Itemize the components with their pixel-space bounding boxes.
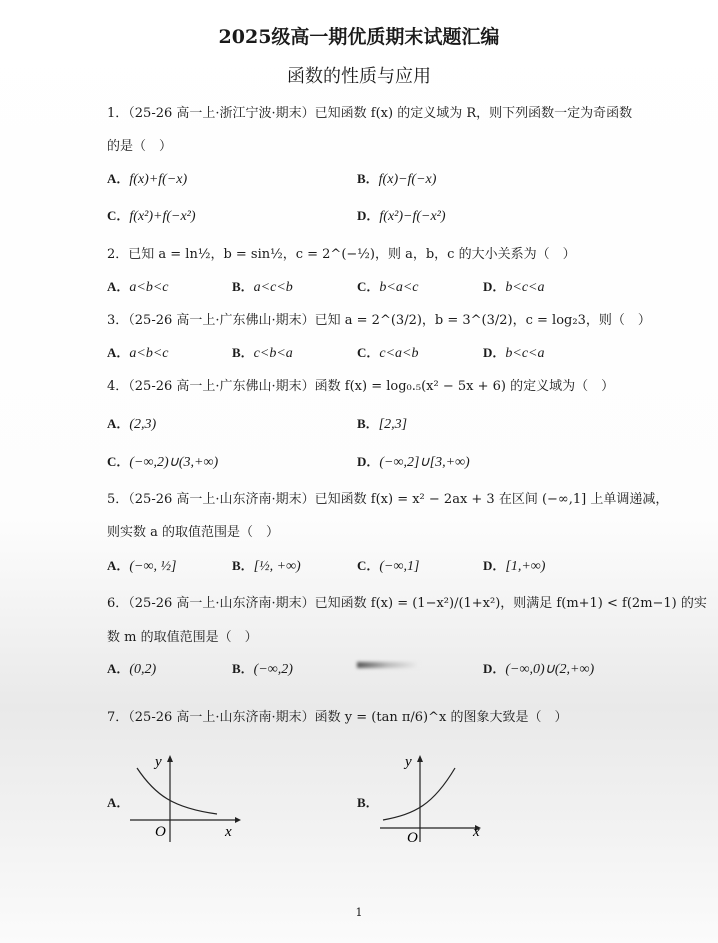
graph-increasing-exponential <box>375 750 495 845</box>
q3-option-d: D．b<c<a <box>483 345 545 361</box>
q6-option-d: D．(−∞,0)∪(2,+∞) <box>483 661 595 677</box>
q2-option-d: D．b<c<a <box>483 279 545 295</box>
q1-option-b: B．f(x)−f(−x) <box>357 171 437 187</box>
q3-option-a: A．a<b<c <box>107 345 169 361</box>
question-5-stem-line1: 5．（25-26 高一上·山东济南·期末）已知函数 f(x) = x² − 2ax + 3 在区间 (−∞,1] 上单调递减， <box>107 492 669 507</box>
q5-option-c: C．(−∞,1] <box>357 558 420 574</box>
x-arrow-icon <box>235 817 241 823</box>
q1-option-a: A．f(x)+f(−x) <box>107 171 188 187</box>
x-label: x <box>473 824 480 840</box>
q2-option-c: C．b<a<c <box>357 279 419 295</box>
q5-option-b: B．[½, +∞) <box>232 558 301 574</box>
q1-option-d: D．f(x²)−f(−x²) <box>357 208 446 224</box>
y-label: y <box>405 754 412 770</box>
q2-option-b: B．a<c<b <box>232 279 293 295</box>
document-title: 2025级高一期优质期末试题汇编 <box>218 26 500 48</box>
x-label: x <box>225 824 232 840</box>
q4-option-c: C．(−∞,2)∪(3,+∞) <box>107 454 219 470</box>
y-label: y <box>155 754 162 770</box>
question-3-stem: 3．（25-26 高一上·广东佛山·期末）已知 a = 2^(3/2)，b = 3^(3/2)，c = log₂3，则（ ） <box>107 313 651 328</box>
q7-option-b-label: B． <box>357 795 379 810</box>
q7-option-a-label: A． <box>107 795 130 810</box>
q3-option-b: B．c<b<a <box>232 345 293 361</box>
curve <box>383 768 455 820</box>
question-6-stem-line1: 6．（25-26 高一上·山东济南·期末）已知函数 f(x) = (1−x²)/(1+x²)，则满足 f(m+1) < f(2m−1) 的实 <box>107 596 707 611</box>
origin-label: O <box>407 830 418 845</box>
y-arrow-icon <box>167 755 173 762</box>
question-6-stem-line2: 数 m 的取值范围是（ ） <box>107 630 258 645</box>
q6-option-b: B．(−∞,2) <box>232 661 293 677</box>
q6-option-a: A．(0,2) <box>107 661 157 677</box>
origin-label: O <box>155 824 166 840</box>
q2-option-a: A．a<b<c <box>107 279 169 295</box>
question-1-stem-line2: 的是（ ） <box>107 139 173 154</box>
question-4-stem: 4．（25-26 高一上·广东佛山·期末）函数 f(x) = log₀.₅(x² − 5x + 6) 的定义域为（ ） <box>107 379 615 394</box>
blurred-option-c <box>357 662 419 668</box>
q3-option-c: C．c<a<b <box>357 345 419 361</box>
question-1-stem-line1: 1．（25-26 高一上·浙江宁波·期末）已知函数 f(x) 的定义域为 R，则下列函数一定为奇函数 <box>107 106 633 121</box>
y-arrow-icon <box>417 755 423 762</box>
question-7-stem: 7．（25-26 高一上·山东济南·期末）函数 y = (tan π/6)^x 的图象大致是（ ） <box>107 710 568 725</box>
q5-option-a: A．(−∞, ½] <box>107 558 177 574</box>
question-2-stem: 2．已知 a = ln½，b = sin½，c = 2^(−½)，则 a，b，c 的大小关系为（ ） <box>107 247 576 262</box>
graph-decreasing-exponential <box>125 750 245 845</box>
page-number: 1 <box>355 906 363 919</box>
document-subtitle: 函数的性质与应用 <box>287 66 431 87</box>
q1-option-c: C．f(x²)+f(−x²) <box>107 208 196 224</box>
q4-option-b: B．[2,3] <box>357 416 408 432</box>
q4-option-a: A．(2,3) <box>107 416 157 432</box>
curve <box>137 768 217 814</box>
q4-option-d: D．(−∞,2]∪[3,+∞) <box>357 454 470 470</box>
q5-option-d: D．[1,+∞) <box>483 558 546 574</box>
question-5-stem-line2: 则实数 a 的取值范围是（ ） <box>107 525 280 540</box>
